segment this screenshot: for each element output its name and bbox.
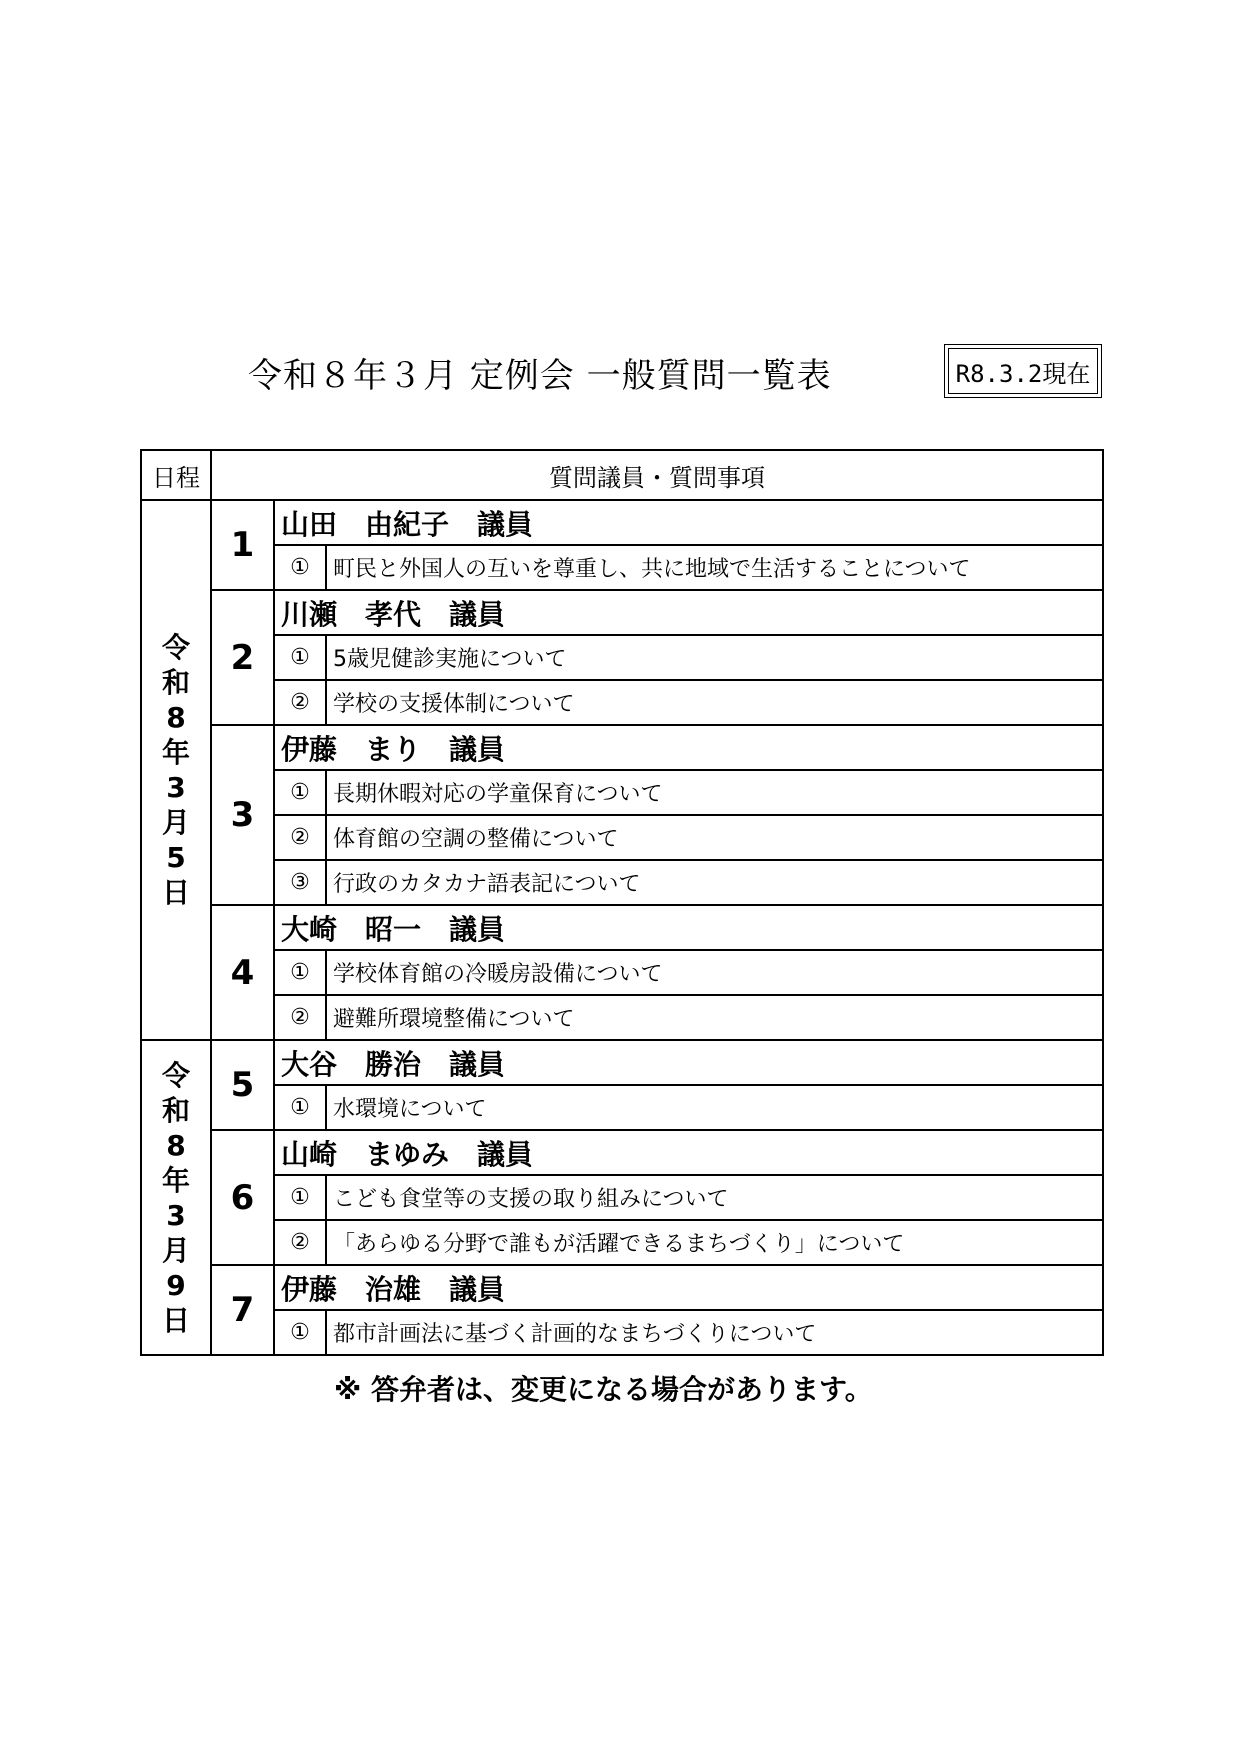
member-name: 山田 由紀子 議員 xyxy=(274,500,1103,545)
date-char: 3 xyxy=(166,1198,186,1232)
question-index: ① xyxy=(274,1310,326,1355)
question-index: ③ xyxy=(274,860,326,905)
footnote: ※ 答弁者は、変更になる場合があります。 xyxy=(334,1373,873,1406)
question-row xyxy=(141,1310,1103,1355)
question-text: 長期休暇対応の学童保育について xyxy=(326,770,1103,815)
date-char: 月 xyxy=(161,1233,190,1267)
date-cell xyxy=(141,1040,211,1355)
date-char: 年 xyxy=(161,1163,190,1197)
member-name: 山崎 まゆみ 議員 xyxy=(274,1130,1103,1175)
question-text: 体育館の空調の整備について xyxy=(326,815,1103,860)
member-name: 伊藤 まり 議員 xyxy=(274,725,1103,770)
question-text: 避難所環境整備について xyxy=(326,995,1103,1040)
question-index: ① xyxy=(274,950,326,995)
member-name: 大谷 勝治 議員 xyxy=(274,1040,1103,1085)
date-char: 3 xyxy=(166,771,186,804)
question-text: 「あらゆる分野で誰もが活躍できるまちづくり」について xyxy=(326,1220,1103,1265)
date-char: 8 xyxy=(166,701,186,734)
member-row xyxy=(141,500,1103,545)
question-schedule-table xyxy=(140,449,1104,1356)
member-number: 1 xyxy=(211,500,274,590)
member-row xyxy=(141,1130,1103,1175)
date-char: 8 xyxy=(166,1128,186,1162)
member-name: 伊藤 治雄 議員 xyxy=(274,1265,1103,1310)
question-row xyxy=(141,770,1103,815)
question-row xyxy=(141,1085,1103,1130)
date-char: 令 xyxy=(161,1058,190,1092)
member-number: 2 xyxy=(211,590,274,725)
member-row xyxy=(141,1040,1103,1085)
header-content: 質問議員・質問事項 xyxy=(211,450,1103,500)
date-char: 日 xyxy=(161,876,190,909)
date-char: 令 xyxy=(161,631,190,664)
member-row xyxy=(141,590,1103,635)
date-char: 9 xyxy=(166,1268,186,1302)
question-row xyxy=(141,1175,1103,1220)
question-index: ② xyxy=(274,995,326,1040)
question-text: 水環境について xyxy=(326,1085,1103,1130)
member-row xyxy=(141,725,1103,770)
date-char: 和 xyxy=(161,666,190,699)
question-row xyxy=(141,635,1103,680)
question-text: 5歳児健診実施について xyxy=(326,635,1103,680)
date-char: 日 xyxy=(161,1303,190,1337)
question-index: ① xyxy=(274,1085,326,1130)
member-number: 7 xyxy=(211,1265,274,1355)
question-text: こども食堂等の支援の取り組みについて xyxy=(326,1175,1103,1220)
question-row xyxy=(141,545,1103,590)
as-of-date: R8.3.2現在 xyxy=(948,348,1098,394)
question-index: ① xyxy=(274,635,326,680)
member-row xyxy=(141,905,1103,950)
question-index: ① xyxy=(274,1175,326,1220)
question-row xyxy=(141,680,1103,725)
table-header-row xyxy=(141,450,1103,500)
member-row xyxy=(141,1265,1103,1310)
date-cell xyxy=(141,500,211,1040)
member-number: 3 xyxy=(211,725,274,905)
question-index: ① xyxy=(274,770,326,815)
question-index: ① xyxy=(274,545,326,590)
question-row xyxy=(141,950,1103,995)
question-index: ② xyxy=(274,680,326,725)
question-row xyxy=(141,815,1103,860)
date-char: 和 xyxy=(161,1093,190,1127)
question-text: 学校の支援体制について xyxy=(326,680,1103,725)
page-title: 令和８年３月 定例会 一般質問一覧表 xyxy=(248,356,832,396)
member-name: 大崎 昭一 議員 xyxy=(274,905,1103,950)
header-date: 日程 xyxy=(141,450,211,500)
question-text: 町民と外国人の互いを尊重し、共に地域で生活することについて xyxy=(326,545,1103,590)
question-text: 学校体育館の冷暖房設備について xyxy=(326,950,1103,995)
member-number: 5 xyxy=(211,1040,274,1130)
member-name: 川瀬 孝代 議員 xyxy=(274,590,1103,635)
date-char: 5 xyxy=(166,841,186,874)
question-row xyxy=(141,1220,1103,1265)
question-text: 都市計画法に基づく計画的なまちづくりについて xyxy=(326,1310,1103,1355)
member-number: 4 xyxy=(211,905,274,1040)
question-index: ② xyxy=(274,1220,326,1265)
question-row xyxy=(141,860,1103,905)
question-row xyxy=(141,995,1103,1040)
member-number: 6 xyxy=(211,1130,274,1265)
question-text: 行政のカタカナ語表記について xyxy=(326,860,1103,905)
question-index: ② xyxy=(274,815,326,860)
as-of-stamp xyxy=(944,344,1102,398)
date-char: 月 xyxy=(161,806,190,839)
date-char: 年 xyxy=(161,736,190,769)
